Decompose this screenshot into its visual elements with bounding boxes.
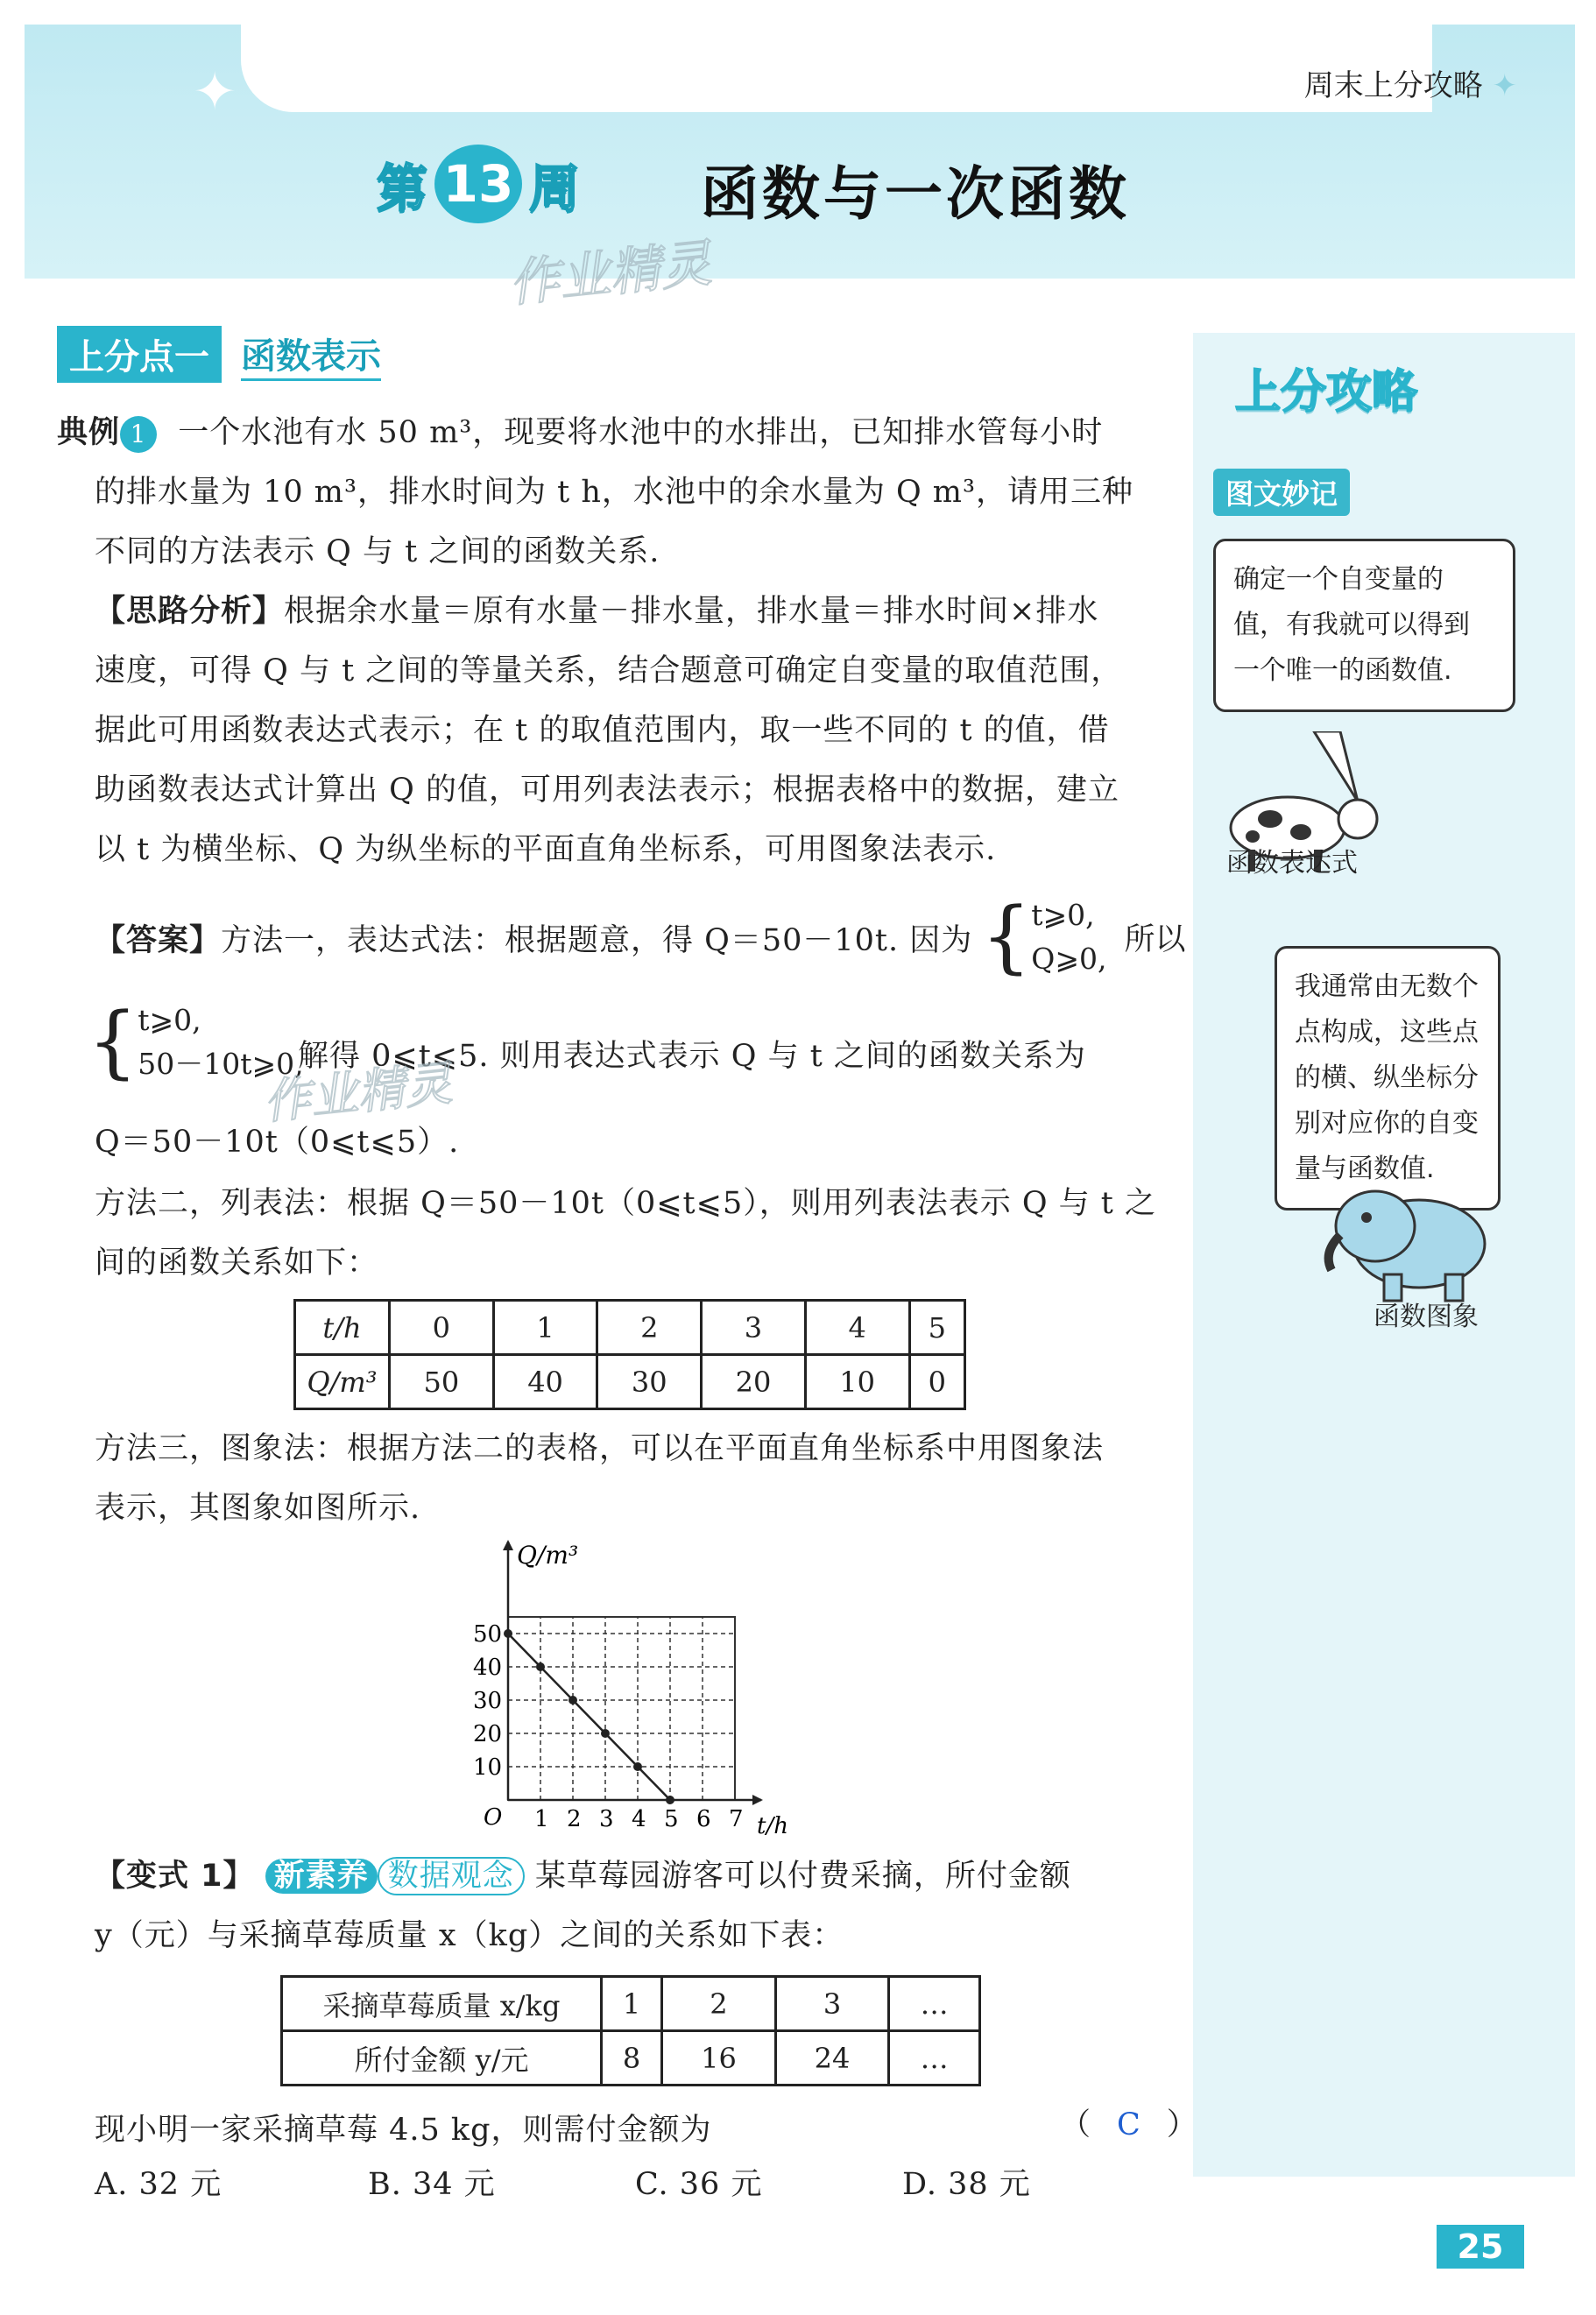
- y-axis-label: Q/m³: [517, 1541, 579, 1570]
- header-tag: 周末上分攻略 ✦: [1303, 68, 1517, 103]
- answer-line-2: 解得 0⩽t⩽5. 则用表达式表示 Q 与 t 之间的函数关系为: [298, 1039, 1086, 1074]
- section-label: 上分点一 函数表示: [57, 326, 381, 383]
- x-tick-label: 5: [664, 1806, 679, 1832]
- y-axis-arrow: [503, 1540, 513, 1550]
- table-row: t/h 0 1 2 3 4 5: [295, 1301, 965, 1355]
- data-point: [568, 1696, 577, 1704]
- header-white-tab: [241, 25, 1432, 112]
- x-axis-label: t/h: [757, 1813, 788, 1835]
- y-tick-label: 30: [473, 1688, 503, 1714]
- system-brace-2: { t⩾0, 50－10t⩾0,: [88, 996, 304, 1088]
- answer-value: C: [1117, 2107, 1141, 2142]
- speech-bubble-2: 我通常由无数个点构成，这些点的横、纵坐标分别对应你的自变量与函数值.: [1275, 946, 1501, 1210]
- table-row: 所付金额 y/元 8 16 24 …: [282, 2031, 980, 2086]
- example-line-3: 不同的方法表示 Q 与 t 之间的函数关系.: [95, 534, 660, 569]
- data-point: [666, 1796, 674, 1804]
- page-number: 25: [1437, 2225, 1524, 2269]
- series-line: [508, 1634, 670, 1800]
- analysis-line-3: 据此可用函数表达式表示；在 t 的取值范围内，取一些不同的 t 的值，借: [95, 713, 1110, 748]
- x-tick-label: 6: [696, 1806, 711, 1832]
- method3-line-2: 表示，其图象如图所示.: [95, 1491, 421, 1526]
- table-row: Q/m³ 50 40 30 20 10 0: [295, 1355, 965, 1409]
- example-line-1: 典例 1 一个水池有水 50 m³，现要将水池中的水排出，已知排水管每小时: [57, 403, 1103, 462]
- method3-line-1: 方法三，图象法：根据方法二的表格，可以在平面直角坐标系中用图象法: [95, 1431, 1105, 1466]
- y-tick-label: 10: [473, 1754, 503, 1781]
- answer-blank: （ C ）: [1060, 2107, 1197, 2142]
- example-line-2: 的排水量为 10 m³，排水时间为 t h，水池中的余水量为 Q m³，请用三种: [95, 475, 1134, 510]
- table-1: [293, 1299, 966, 1410]
- data-point: [504, 1629, 512, 1638]
- x-tick-label: 4: [632, 1806, 646, 1832]
- sparkle-icon: ✦: [1482, 68, 1517, 103]
- method2-line-2: 间的函数关系如下：: [95, 1246, 379, 1281]
- sparkle-icon: ✦: [193, 61, 237, 123]
- x-tick-label: 1: [534, 1806, 549, 1832]
- side-caption-1: 函数表达式: [1226, 848, 1358, 879]
- variant-line-2: y（元）与采摘草莓质量 x（kg）之间的关系如下表：: [95, 1918, 844, 1953]
- watermark: 作业精灵: [260, 1055, 455, 1131]
- chapter-title: 函数与一次函数: [701, 160, 1130, 228]
- method2-line-1: 方法二，列表法：根据 Q＝50－10t（0⩽t⩽5），则用列表法表示 Q 与 t 之: [95, 1186, 1156, 1221]
- tag-new-literacy: 新素养: [265, 1859, 378, 1894]
- elephant-icon: [1314, 1174, 1515, 1305]
- analysis-line-4: 助函数表达式计算出 Q 的值，可用列表法表示；根据表格中的数据，建立: [95, 773, 1119, 808]
- origin-label: O: [484, 1804, 503, 1831]
- option-b: B. 34 元: [368, 2167, 496, 2202]
- x-tick-label: 7: [729, 1806, 744, 1832]
- watermark: 作业精灵: [505, 233, 715, 314]
- data-point: [536, 1662, 545, 1671]
- analysis-line-2: 速度，可得 Q 与 t 之间的等量关系，结合题意可确定自变量的取值范围，: [95, 653, 1123, 688]
- x-tick-label: 2: [567, 1806, 582, 1832]
- option-c: C. 36 元: [635, 2167, 763, 2202]
- side-caption-2: 函数图象: [1374, 1302, 1479, 1332]
- answer-line-3: Q＝50－10t（0⩽t⩽5）.: [95, 1125, 460, 1160]
- x-tick-label: 3: [599, 1806, 614, 1832]
- function-graph: [455, 1537, 806, 1835]
- analysis-line-5: 以 t 为横坐标、Q 为纵坐标的平面直角坐标系，可用图象法表示.: [95, 832, 997, 867]
- option-a: A. 32 元: [95, 2167, 222, 2202]
- tag-data-concept: 数据观念: [378, 1857, 525, 1895]
- y-tick-label: 20: [473, 1721, 503, 1747]
- table-row: 采摘草莓质量 x/kg 1 2 3 …: [282, 1977, 980, 2031]
- side-subtitle: 图文妙记: [1213, 469, 1350, 516]
- system-brace-1: { t⩾0, Q⩾0, 所以: [981, 891, 1186, 983]
- speech-bubble-1: 确定一个自变量的值，有我就可以得到一个唯一的函数值.: [1213, 539, 1515, 712]
- question-line: 现小明一家采摘草莓 4.5 kg，则需付金额为: [95, 2113, 712, 2148]
- data-point: [601, 1729, 610, 1738]
- y-tick-label: 40: [473, 1655, 503, 1681]
- option-d: D. 38 元: [902, 2167, 1031, 2202]
- data-point: [633, 1762, 642, 1771]
- grid-border: [508, 1617, 735, 1800]
- analysis-line-1: 【思路分析】根据余水量＝原有水量－排水量，排水量＝排水时间×排水: [95, 594, 1099, 629]
- variant-line-1: 【变式 1】 新素养 数据观念 某草莓园游客可以付费采摘，所付金额: [95, 1859, 1071, 1894]
- table-2: [280, 1975, 981, 2086]
- answer-line-1: 【答案】方法一，表达式法：根据题意，得 Q＝50－10t. 因为: [95, 923, 973, 958]
- y-tick-label: 50: [473, 1621, 503, 1648]
- x-axis-arrow: [752, 1795, 763, 1805]
- side-title: 上分攻略: [1235, 366, 1418, 419]
- week-badge: 第 13 周: [377, 145, 580, 223]
